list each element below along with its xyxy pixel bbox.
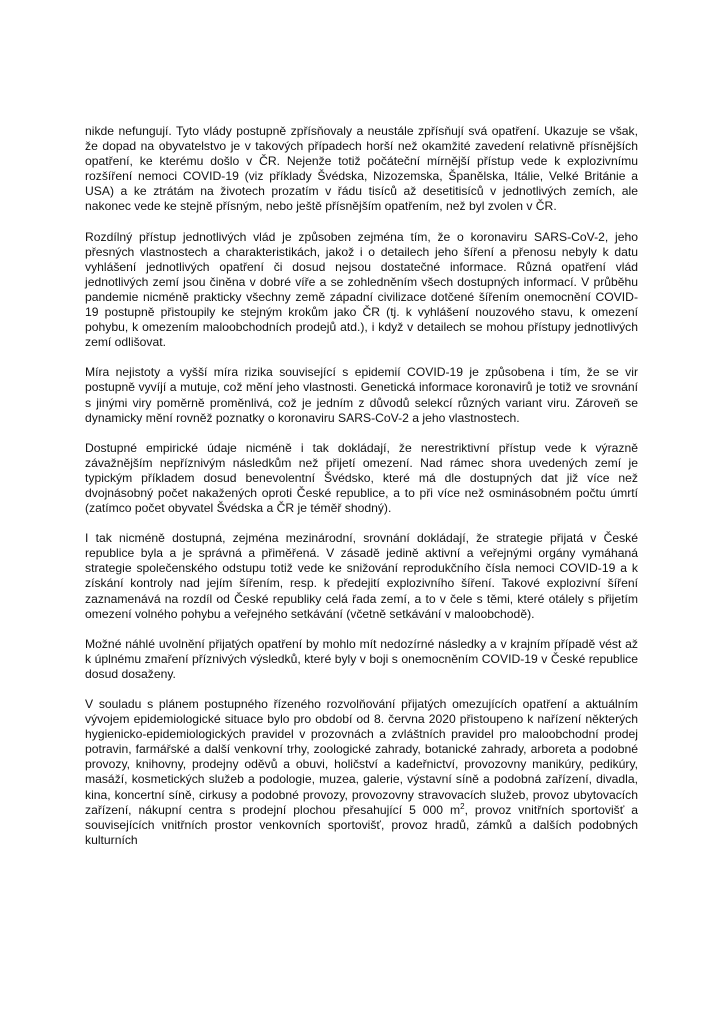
paragraph-1: nikde nefungují. Tyto vlády postupně zpřísňovaly a neustále zpřísňují svá opatření. Ukazuje se však, že dopad na obyvatelstvo je v takových případech horší než okamžité zavedení relativně přísnějších opatření, ke kterému došlo v ČR. Nejenže totiž počáteční mírnější přístup vede k explozivnímu rozšíření nemoci COVID-19 (viz příklady Švédska, Nizozemska, Španělska, Itálie, Velké Británie a USA) a ke ztrátám na životech prozatím v řádu tisíců až desetitisíců v jednotlivých zemích, ale nakonec vede ke stejně přísným, nebo ještě přísnějším opatřením, než byl zvolen v ČR. bbox=[85, 124, 638, 214]
superscript-exponent: 2 bbox=[460, 801, 465, 811]
paragraph-5: I tak nicméně dostupná, zejména mezinárodní, srovnání dokládají, že strategie přijatá v České republice byla a je správná a přiměřená. V zásadě jedině aktivní a veřejnými orgány vymáhaná strategie společenského odstupu totiž vede ke snižování reprodukčního čísla nemoci COVID-19 a k získání kontroly nad jejím šířením, resp. k předejití explozivního šíření. Takové explozivní šíření zaznamenává na rozdíl od České republiky celá řada zemí, a to v čele s těmi, které otálely s přijetím omezení volného pohybu a veřejného setkávání (včetně setkávání v maloobchodě). bbox=[85, 531, 638, 621]
paragraph-7-text-a: V souladu s plánem postupného řízeného rozvolňování přijatých omezujících opatření a aktuálním vývojem epidemiologické situace bylo pro období od 8. června 2020 přistoupeno k nařízení některých hygienicko-epidemiologických pravidel v prozovnách a zvláštních pravidel pro maloobchodní prodej potravin, farmářské a další venkovní trhy, zoologické zahrady, botanické zahrady, arboreta a podobné provozy, knihovny, prodejny oděvů a obuvi, holičství a kadeřnictví, provozovny manikúry, pedikúry, masáží, kosmetických služeb a podologie, muzea, galerie, výstavní síně a podobná zařízení, divadla, kina, koncertní síně, cirkusy a podobné provozy, provozovny stravovacích služeb, provoz ubytovacích zařízení, nákupní centra s prodejní plochou přesahující 5 000 m bbox=[85, 697, 638, 817]
paragraph-7 bbox=[85, 697, 638, 848]
paragraph-7-text-b: , provoz vnitřních sportovišť a souvisejících vnitřních prostor venkovních sportovišť, provoz hradů, zámků a dalších podobných kulturních bbox=[85, 802, 638, 847]
paragraph-4: Dostupné empirické údaje nicméně i tak dokládají, že nerestriktivní přístup vede k výrazně závažnějším nepříznivým následkům než přijetí omezení. Nad rámec shora uvedených zemí je typickým příkladem dosud benevolentní Švédsko, které má dle dostupných dat již více než dvojnásobný počet nakažených oproti České republice, a to při více než osminásobném počtu úmrtí (zatímco počet obyvatel Švédska a ČR je téměř shodný). bbox=[85, 440, 638, 516]
paragraph-6: Možné náhlé uvolnění přijatých opatření by mohlo mít nedozírné následky a v krajním případě vést až k úplnému zmaření příznivých výsledků, které byly v boji s onemocněním COVID-19 v České republice dosud dosaženy. bbox=[85, 636, 638, 681]
paragraph-3: Míra nejistoty a vyšší míra rizika související s epidemií COVID-19 je způsobena i tím, že se vir postupně vyvíjí a mutuje, což mění jeho vlastnosti. Genetická informace koronavirů je totiž ve srovnání s jinými viry poměrně proměnlivá, což je jedním z důvodů selekcí různých variant viru. Zároveň se dynamicky mění rovněž poznatky o koronaviru SARS-CoV-2 a jeho vlastnostech. bbox=[85, 365, 638, 425]
document-body bbox=[85, 124, 638, 863]
paragraph-2: Rozdílný přístup jednotlivých vlád je způsoben zejména tím, že o koronaviru SARS-CoV-2, jeho přesných vlastnostech a charakteristikách, jakož i o detailech jeho šíření a přenosu nebyly k datu vyhlášení jednotlivých opatření či dosud nejsou dostatečné informace. Různá opatření vlád jednotlivých zemí jsou činěna v dobré víře a se zohledněním všech dostupných informací. V průběhu pandemie nicméně prakticky všechny země západní civilizace dotčené šířením onemocnění COVID-19 postupně přistoupily ke stejným krokům jako ČR (tj. k vyhlášení nouzového stavu, k omezení pohybu, k omezením maloobchodních prodejů atd.), i když v detailech se mohou přístupy jednotlivých zemí odlišovat. bbox=[85, 229, 638, 350]
